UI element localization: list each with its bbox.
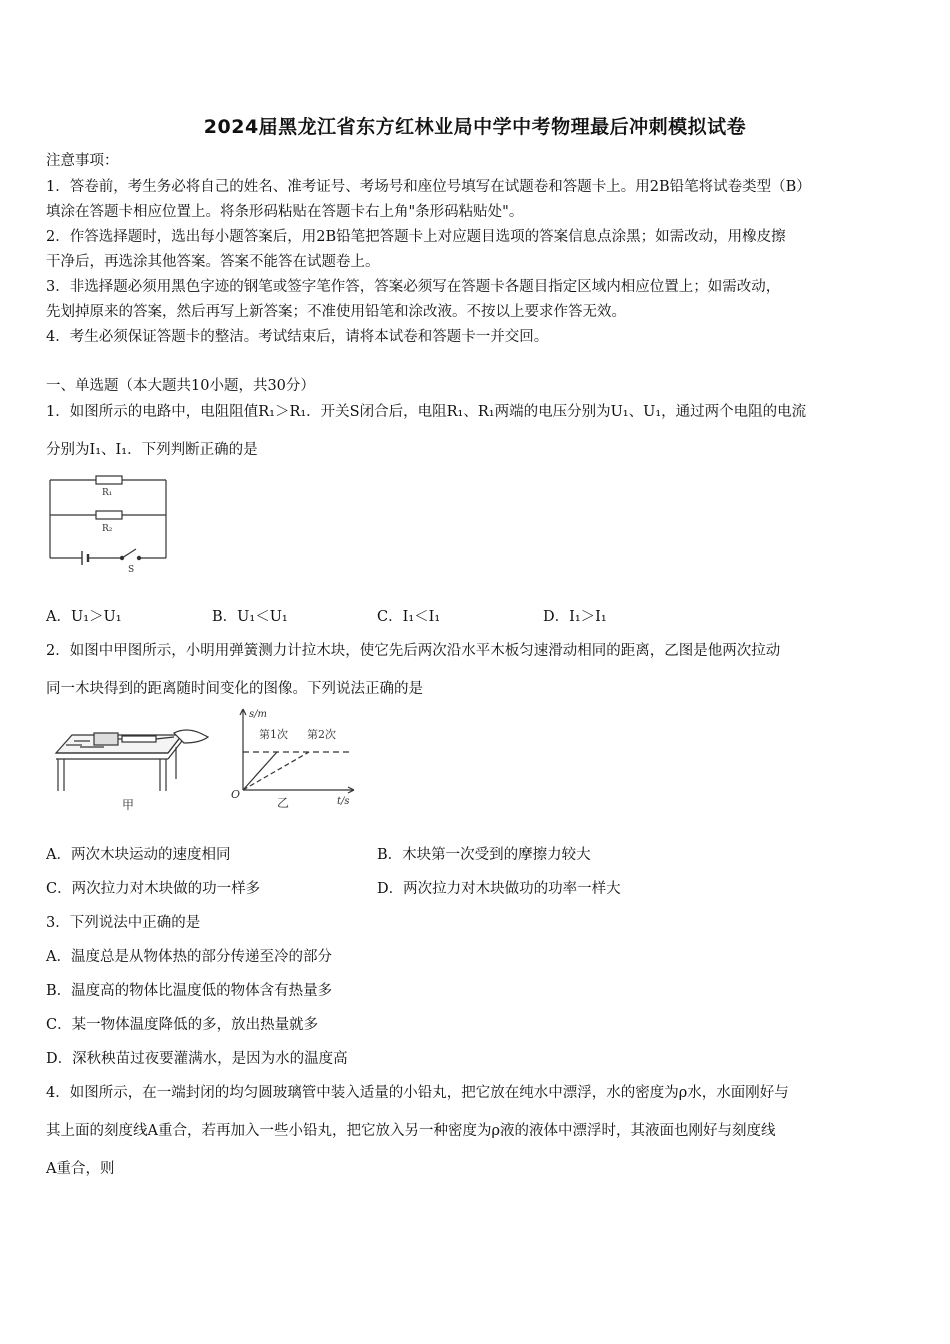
r1-label: R₁: [102, 488, 113, 498]
q1-circuit-diagram: [44, 474, 174, 574]
yi-y-axis-label: s/m: [249, 709, 267, 720]
notice-line: 3．非选择题必须用黑色字迹的钢笔或签字笔作答，答案必须写在答题卡各题目指定区域内相应位置上；如需改动，: [46, 279, 781, 295]
q2-figure-jia: [50, 713, 220, 813]
first-run-label: 第1次: [259, 728, 288, 741]
q2-option-a: A．两次木块运动的速度相同: [46, 847, 231, 863]
notice-heading: 注意事项：: [46, 153, 119, 169]
q2-option-c: C．两次拉力对木块做的功一样多: [46, 881, 261, 897]
q2-stem-line2: 同一木块得到的距离随时间变化的图像。下列说法正确的是: [46, 681, 423, 697]
notice-line: 填涂在答题卡相应位置上。将条形码粘贴在答题卡右上角"条形码粘贴处"。: [46, 204, 524, 220]
q1-option-c: C．I₁＜I₁: [377, 609, 441, 625]
r2-label: R₂: [102, 524, 113, 534]
notice-line: 先划掉原来的答案，然后再写上新答案；不准使用铅笔和涂改液。不按以上要求作答无效。: [46, 304, 626, 320]
origin-label: O: [231, 788, 241, 801]
q3-option-d: D．深秋秧苗过夜要灌满水，是因为水的温度高: [46, 1051, 348, 1067]
q3-option-b: B．温度高的物体比温度低的物体含有热量多: [46, 983, 333, 999]
q4-stem-line1: 4．如图所示，在一端封闭的均匀圆玻璃管中装入适量的小铅丸，把它放在纯水中漂浮，水的密度为ρ水，水面刚好与: [46, 1085, 789, 1101]
jia-label: 甲: [122, 798, 135, 812]
q1-stem-line1: 1．如图所示的电路中，电阻阻值R₁＞R₁．开关S闭合后，电阻R₁、R₁两端的电压分别为U₁、U₁，通过两个电阻的电流: [46, 404, 807, 420]
q1-option-d: D．I₁＞I₁: [543, 609, 607, 625]
yi-x-axis-label: t/s: [337, 796, 350, 807]
q2-figure-yi: [225, 704, 360, 810]
second-run-label: 第2次: [307, 728, 336, 741]
switch-label: S: [128, 565, 135, 574]
q2-stem-line1: 2．如图中甲图所示，小明用弹簧测力计拉木块，使它先后两次沿水平木板匀速滑动相同的距离，乙图是他两次拉动: [46, 643, 781, 659]
section-heading: 一、单选题（本大题共10小题，共30分）: [46, 378, 315, 394]
q1-option-b: B．U₁＜U₁: [212, 609, 288, 625]
q4-stem-line3: A重合，则: [46, 1161, 115, 1177]
q1-option-a: A．U₁＞U₁: [46, 609, 122, 625]
q2-option-b: B．木块第一次受到的摩擦力较大: [377, 847, 591, 863]
q4-stem-line2: 其上面的刻度线A重合，若再加入一些小铅丸，把它放入另一种密度为ρ液的液体中漂浮时，其液面也刚好与刻度线: [46, 1123, 776, 1139]
q1-stem-line2: 分别为I₁、I₁．下列判断正确的是: [46, 442, 258, 458]
notice-line: 1．答卷前，考生务必将自己的姓名、准考证号、考场号和座位号填写在试题卷和答题卡上。用2B铅笔将试卷类型（B）: [46, 179, 811, 195]
notice-line: 4．考生必须保证答题卡的整洁。考试结束后，请将本试卷和答题卡一并交回。: [46, 329, 549, 345]
yi-label: 乙: [277, 796, 290, 810]
notice-line: 2．作答选择题时，选出每小题答案后，用2B铅笔把答题卡上对应题目选项的答案信息点涂黑；如需改动，用橡皮擦: [46, 229, 786, 245]
q3-option-c: C．某一物体温度降低的多，放出热量就多: [46, 1017, 319, 1033]
q3-stem: 3．下列说法中正确的是: [46, 915, 201, 931]
notice-line: 干净后，再选涂其他答案。答案不能答在试题卷上。: [46, 254, 380, 270]
page-title: 2024届黑龙江省东方红林业局中学中考物理最后冲刺模拟试卷: [203, 116, 747, 138]
q2-option-d: D．两次拉力对木块做功的功率一样大: [377, 881, 621, 897]
q3-option-a: A．温度总是从物体热的部分传递至冷的部分: [46, 949, 332, 965]
